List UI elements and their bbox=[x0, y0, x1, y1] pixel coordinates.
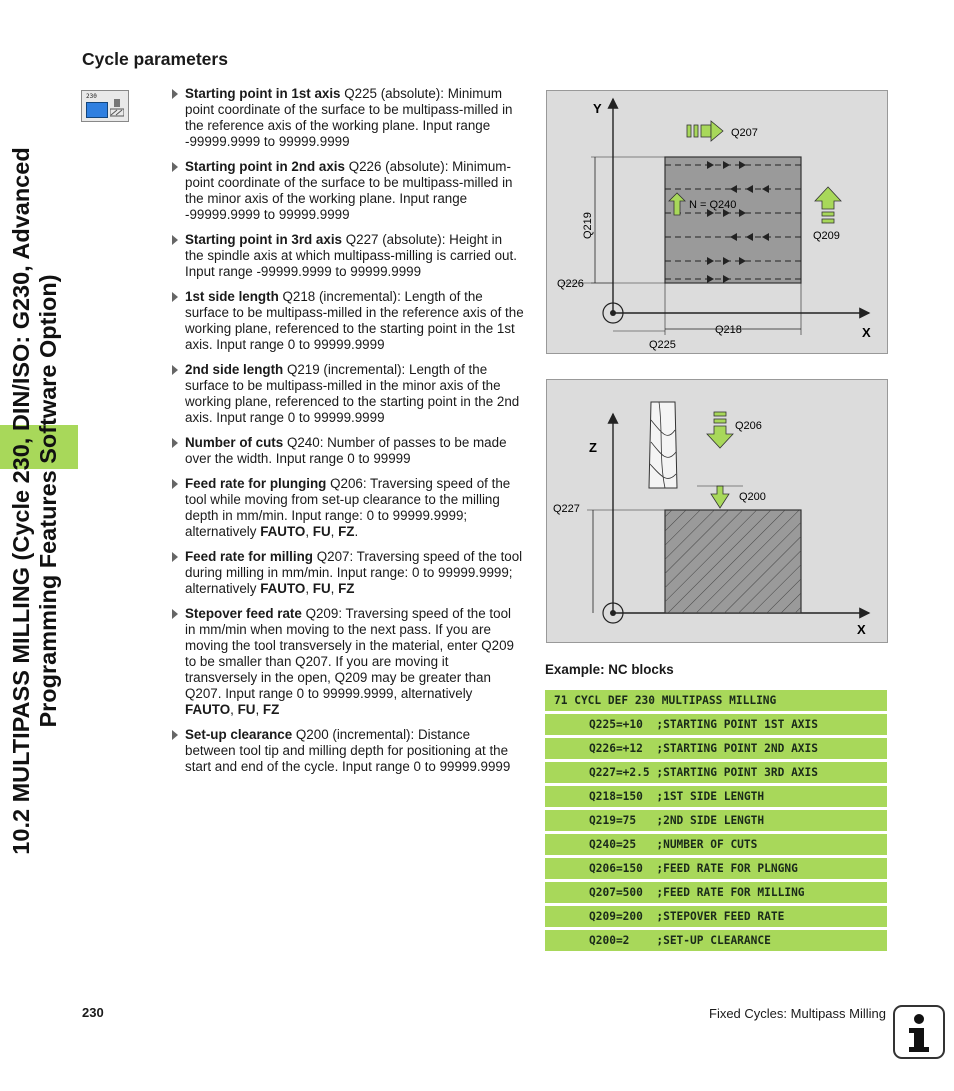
param-desc: Q226 (absolute): Minimum-point coordinate of the surface to be multipass-milled in the minor axis of the working plane. Input range -99999.9999 to 99999.9999 bbox=[185, 159, 513, 222]
label-q200: Q200 bbox=[739, 491, 766, 503]
kw-fauto: FAUTO bbox=[260, 581, 306, 596]
param-q226 bbox=[172, 159, 524, 223]
param-desc: Q240: Number of passes to be made over the width. Input range 0 to 99999 bbox=[185, 435, 507, 466]
kw-sep: , bbox=[330, 524, 339, 539]
nc-block: Q218=150 ;1ST SIDE LENGTH bbox=[545, 786, 887, 807]
param-desc: Q207: Traversing speed of the tool during milling in mm/min. Input range: 0 to 99999.9999; alternatively bbox=[185, 549, 523, 596]
label-q219: Q219 bbox=[582, 212, 594, 239]
bullet-arrow-icon bbox=[172, 235, 178, 245]
bullet-arrow-icon bbox=[172, 438, 178, 448]
example-title: Example: NC blocks bbox=[545, 662, 674, 677]
cycle-icon-blue-box bbox=[86, 102, 108, 118]
label-q207: Q207 bbox=[731, 127, 758, 139]
bullet-arrow-icon bbox=[172, 552, 178, 562]
param-desc: Q200 (incremental): Distance between tool tip and milling depth for positioning at the start and end of the cycle. Input range 0 to 99999.9999 bbox=[185, 727, 511, 774]
param-name: 2nd side length bbox=[185, 362, 284, 377]
label-q209: Q209 bbox=[813, 230, 840, 242]
q200-arrow-icon bbox=[711, 486, 729, 508]
param-name: Number of cuts bbox=[185, 435, 284, 450]
chapter-heading-line1: 10.2 MULTIPASS MILLING (Cycle 230, DIN/ISO: G230, Advanced bbox=[8, 147, 34, 855]
nc-block: Q206=150 ;FEED RATE FOR PLNGNG bbox=[545, 858, 887, 879]
nc-block: Q200=2 ;SET-UP CLEARANCE bbox=[545, 930, 887, 951]
param-name: Stepover feed rate bbox=[185, 606, 302, 621]
info-icon bbox=[893, 1005, 945, 1059]
nc-block: Q209=200 ;STEPOVER FEED RATE bbox=[545, 906, 887, 927]
side-view-drawing bbox=[547, 380, 887, 642]
param-q219 bbox=[172, 362, 524, 426]
q206-feed-arrow-icon bbox=[707, 412, 733, 448]
kw-fz: FZ bbox=[338, 581, 355, 596]
footer-chapter: Fixed Cycles: Multipass Milling bbox=[709, 1006, 886, 1021]
bullet-arrow-icon bbox=[172, 89, 178, 99]
nc-block: Q227=+2.5 ;STARTING POINT 3RD AXIS bbox=[545, 762, 887, 783]
nc-block: Q225=+10 ;STARTING POINT 1ST AXIS bbox=[545, 714, 887, 735]
axis-z-label: Z bbox=[589, 440, 597, 455]
param-q227 bbox=[172, 232, 524, 280]
nc-block-list bbox=[545, 690, 887, 954]
kw-fz: FZ bbox=[338, 524, 355, 539]
figure-side-view bbox=[546, 379, 888, 643]
axis-y-label: Y bbox=[593, 101, 602, 116]
end-mill-tool-icon bbox=[649, 402, 677, 488]
chapter-heading-line2: Programming Features Software Option) bbox=[35, 274, 61, 728]
cycle-icon-tool-glyph bbox=[110, 99, 124, 117]
bullet-arrow-icon bbox=[172, 479, 178, 489]
workpiece-surface bbox=[665, 157, 801, 283]
label-q206: Q206 bbox=[735, 420, 762, 432]
chapter-heading bbox=[8, 1, 86, 1001]
bullet-arrow-icon bbox=[172, 292, 178, 302]
param-q209 bbox=[172, 606, 524, 718]
bullet-arrow-icon bbox=[172, 730, 178, 740]
cycle-icon-number: 230 bbox=[86, 93, 97, 100]
kw-fz: FZ bbox=[262, 702, 280, 717]
cycle-230-icon bbox=[81, 90, 129, 122]
param-q207 bbox=[172, 549, 524, 597]
plane-view-drawing bbox=[547, 91, 887, 353]
q207-feed-arrow-icon bbox=[687, 121, 723, 141]
page-number: 230 bbox=[82, 1005, 104, 1020]
q209-feed-arrow-icon bbox=[815, 187, 841, 223]
param-desc: Q209: Traversing speed of the tool in mm/min when moving to the next pass. If you are moving the tool transversely in the material, enter Q209 to be smaller than Q207. If you are moving it transversely in the open, Q209 may be greater than Q207. Input range 0 to 99999.9999, alternatively bbox=[185, 606, 514, 701]
side-title bbox=[0, 0, 90, 1091]
bullet-arrow-icon bbox=[172, 365, 178, 375]
param-desc: Q218 (incremental): Length of the surface to be multipass-milled in the reference axis of the working plane, referenced to the starting point in the 1st axis. Input range 0 to 99999.9999 bbox=[185, 289, 524, 352]
param-desc: Q227 (absolute): Height in the spindle axis at which multipass-milling is carried out. Input range -99999.9999 to 99999.9999 bbox=[185, 232, 517, 279]
param-desc: Q225 (absolute): Minimum point coordinate of the surface to be multipass-milled in the reference axis of the working plane. Input range -99999.9999 to 99999.9999 bbox=[185, 86, 513, 149]
nc-block: 71 CYCL DEF 230 MULTIPASS MILLING bbox=[545, 690, 887, 711]
param-desc: Q206: Traversing speed of the tool while moving from set-up clearance to the milling depth in mm/min. Input range: 0 to 99999.9999; alternatively bbox=[185, 476, 511, 539]
kw-sep: , bbox=[255, 702, 263, 717]
kw-fu: FU bbox=[312, 524, 331, 539]
param-name: Starting point in 3rd axis bbox=[185, 232, 342, 247]
kw-fu: FU bbox=[312, 581, 331, 596]
param-name: Set-up clearance bbox=[185, 727, 293, 742]
param-name: Feed rate for milling bbox=[185, 549, 313, 564]
bullet-arrow-icon bbox=[172, 162, 178, 172]
param-name: 1st side length bbox=[185, 289, 279, 304]
kw-sep: , bbox=[305, 524, 313, 539]
param-q200 bbox=[172, 727, 524, 775]
nc-block: Q240=25 ;NUMBER OF CUTS bbox=[545, 834, 887, 855]
bullet-arrow-icon bbox=[172, 609, 178, 619]
nc-block: Q207=500 ;FEED RATE FOR MILLING bbox=[545, 882, 887, 903]
param-name: Feed rate for plunging bbox=[185, 476, 327, 491]
param-q225 bbox=[172, 86, 524, 150]
label-q226: Q226 bbox=[557, 278, 584, 290]
param-tail: . bbox=[354, 524, 359, 539]
kw-sep: , bbox=[230, 702, 238, 717]
kw-sep: , bbox=[305, 581, 313, 596]
kw-fu: FU bbox=[237, 702, 256, 717]
nc-block: Q226=+12 ;STARTING POINT 2ND AXIS bbox=[545, 738, 887, 759]
param-name: Starting point in 1st axis bbox=[185, 86, 341, 101]
label-q218: Q218 bbox=[715, 324, 742, 336]
section-title: Cycle parameters bbox=[82, 49, 228, 69]
param-q240 bbox=[172, 435, 524, 467]
label-q227: Q227 bbox=[553, 503, 580, 515]
nc-block: Q219=75 ;2ND SIDE LENGTH bbox=[545, 810, 887, 831]
param-name: Starting point in 2nd axis bbox=[185, 159, 345, 174]
param-q218 bbox=[172, 289, 524, 353]
param-q206 bbox=[172, 476, 524, 540]
label-q240: N = Q240 bbox=[689, 199, 737, 211]
axis-x-label: X bbox=[862, 325, 871, 340]
kw-fauto: FAUTO bbox=[260, 524, 306, 539]
figure-plane-view bbox=[546, 90, 888, 354]
param-desc: Q219 (incremental): Length of the surface to be multipass-milled in the minor axis of the working plane, referenced to the starting point in the 2nd axis. Input range 0 to 99999.9999 bbox=[185, 362, 520, 425]
parameter-list bbox=[172, 86, 524, 784]
kw-fauto: FAUTO bbox=[185, 702, 231, 717]
kw-sep: , bbox=[330, 581, 339, 596]
label-q225: Q225 bbox=[649, 339, 676, 351]
axis-x-label: X bbox=[857, 622, 866, 637]
